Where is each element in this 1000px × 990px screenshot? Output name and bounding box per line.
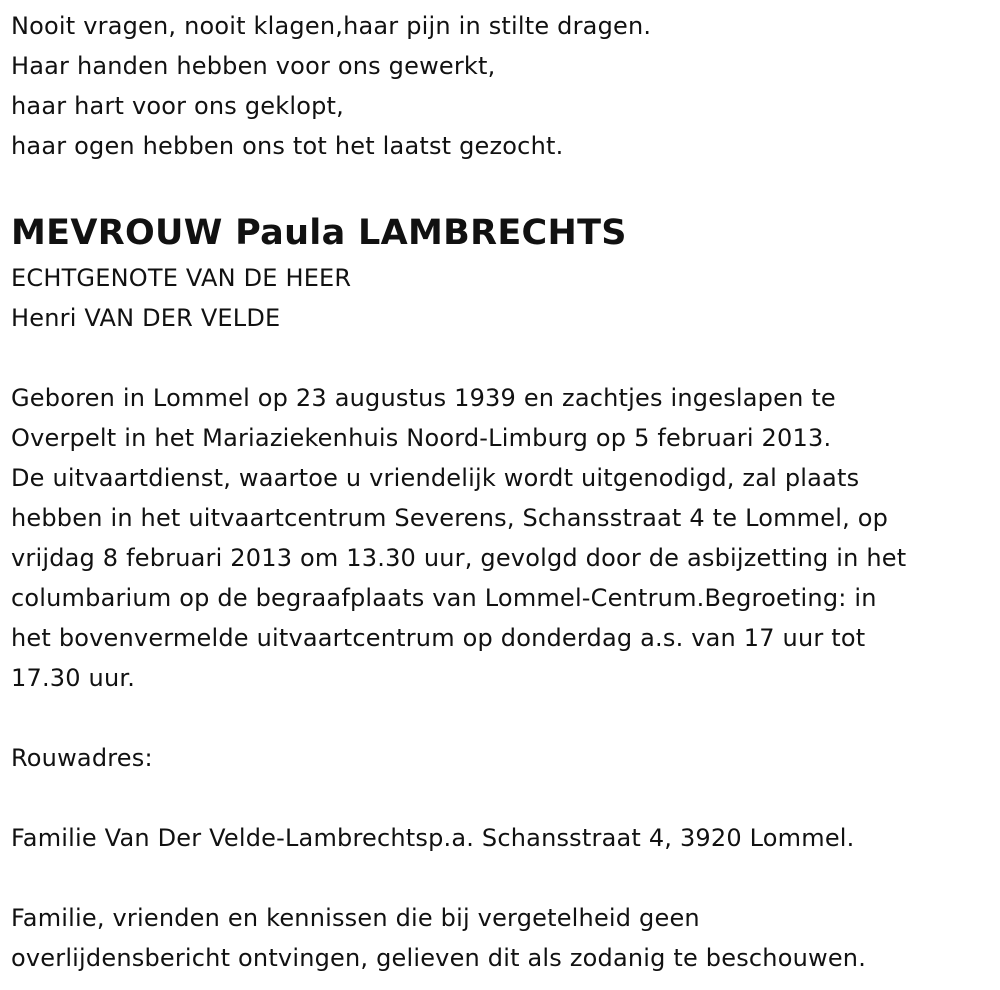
- spacer: [11, 338, 991, 378]
- details-line: columbarium op de begraafplaats van Lommel-Centrum.Begroeting: in: [11, 584, 877, 612]
- spacer: [11, 698, 991, 738]
- obituary-notice: [11, 0, 991, 978]
- details-line: De uitvaartdienst, waartoe u vriendelijk wordt uitgenodigd, zal plaats: [11, 464, 860, 492]
- address-value: Familie Van Der Velde-Lambrechtsp.a. Schansstraat 4, 3920 Lommel.: [11, 824, 855, 852]
- notice-line: overlijdensbericht ontvingen, gelieven dit als zodanig te beschouwen.: [11, 944, 867, 972]
- spacer: [11, 858, 991, 898]
- poem-line: Nooit vragen, nooit klagen,haar pijn in stilte dragen.: [11, 12, 652, 40]
- details-line: het bovenvermelde uitvaartcentrum op donderdag a.s. van 17 uur tot: [11, 624, 866, 652]
- address-label: Rouwadres:: [11, 744, 153, 772]
- notice-line: Familie, vrienden en kennissen die bij vergetelheid geen: [11, 904, 700, 932]
- spouse-name: Henri VAN DER VELDE: [11, 304, 281, 332]
- spacer: [11, 778, 991, 818]
- poem-line: haar hart voor ons geklopt,: [11, 92, 344, 120]
- notice: [11, 898, 991, 978]
- details-line: Geboren in Lommel op 23 augustus 1939 en zachtjes ingeslapen te: [11, 384, 836, 412]
- funeral-details: [11, 378, 991, 698]
- poem-line: haar ogen hebben ons tot het laatst gezocht.: [11, 132, 564, 160]
- deceased-name: MEVROUW Paula LAMBRECHTS: [11, 213, 627, 253]
- poem: [11, 0, 991, 166]
- details-line: vrijdag 8 februari 2013 om 13.30 uur, gevolgd door de asbijzetting in het: [11, 544, 907, 572]
- details-line: Overpelt in het Mariaziekenhuis Noord-Limburg op 5 februari 2013.: [11, 424, 832, 452]
- relation-text: ECHTGENOTE VAN DE HEER: [11, 264, 352, 292]
- poem-line: Haar handen hebben voor ons gewerkt,: [11, 52, 496, 80]
- details-line: hebben in het uitvaartcentrum Severens, Schansstraat 4 te Lommel, op: [11, 504, 889, 532]
- details-line: 17.30 uur.: [11, 664, 136, 692]
